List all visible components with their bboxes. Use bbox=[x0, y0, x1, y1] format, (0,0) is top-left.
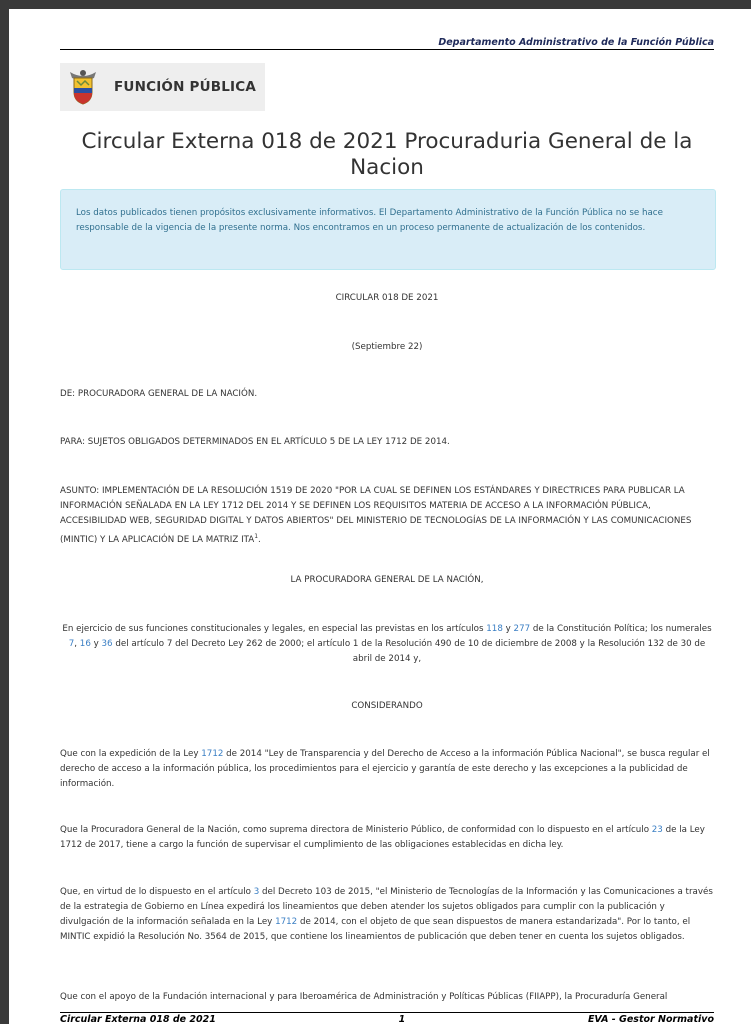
link-num-36[interactable]: 36 bbox=[101, 639, 113, 649]
page-footer bbox=[60, 1012, 714, 1024]
link-ley-1712[interactable]: 1712 bbox=[275, 917, 298, 927]
text: y bbox=[90, 639, 102, 649]
paragraph-2 bbox=[60, 823, 714, 853]
to-line: PARA: SUJETOS OBLIGADOS DETERMINADOS EN EL ARTÍCULO 5 DE LA LEY 1712 DE 2014. bbox=[60, 437, 450, 447]
disclaimer-notice: Los datos publicados tienen propósitos exclusivamente informativos. El Departamento Administrativo de la Función Pública no se hace responsable de la vigencia de la presente norma. Nos encontramos en un proceso permanente de actualización de los contenidos. bbox=[60, 189, 716, 270]
text: de 2014 "Ley de Transparencia y del Derecho de Acceso a la información Pública Nacional", se busca regular el derecho de acceso a la información pública, los procedimientos para el ejercicio y garantía de este derecho y las excepciones a la publicidad de información. bbox=[60, 749, 710, 789]
subject-end: . bbox=[258, 534, 261, 545]
text: En ejercicio de sus funciones constitucionales y legales, en especial las previstas en los artículos bbox=[62, 624, 487, 634]
document-page bbox=[9, 9, 751, 1024]
subject-text: ASUNTO: IMPLEMENTACIÓN DE LA RESOLUCIÓN 1519 DE 2020 "POR LA CUAL SE DEFINEN LOS ESTÁNDARES Y DIRECTRICES PARA PUBLICAR LA INFORMACIÓN SEÑALADA EN LA LEY 1712 DEL 2014 Y SE DEFINEN LOS REQUISITOS MATERIA DE ACCESO A LA INFORMACIÓN PÚBLICA, ACCESIBILIDAD WEB, SEGURIDAD DIGITAL Y DATOS ABIERTOS" DEL MINISTERIO DE TECNOLOGÍAS DE LA INFORMACIÓN Y LAS COMUNICACIONES (MINTIC) Y LA APLICACIÓN DE LA MATRIZ ITA bbox=[60, 486, 692, 545]
text: del Decreto 103 de 2015, "el Ministerio de Tecnologías de la Información y las Comunicaciones a través de la estrategia de Gobierno en Línea expedirá los lineamientos que deben atender los sujetos obligados para cumplir con la publicación y divulgación de la información señalada en la Ley bbox=[60, 887, 713, 927]
logo-text: FUNCIÓN PÚBLICA bbox=[114, 79, 257, 95]
circular-date: (Septiembre 22) bbox=[351, 342, 423, 352]
coat-of-arms-icon bbox=[66, 68, 100, 106]
link-art-23[interactable]: 23 bbox=[651, 825, 663, 835]
text: de la Constitución Política; los numerales bbox=[530, 624, 712, 634]
footer-source: EVA - Gestor Normativo bbox=[587, 1014, 714, 1024]
link-ley-1712[interactable]: 1712 bbox=[201, 749, 224, 759]
text: de la Ley 1712 de 2017, tiene a cargo la función de supervisar el cumplimiento de las obligaciones establecidas en dicha ley. bbox=[60, 825, 705, 850]
from-line: DE: PROCURADORA GENERAL DE LA NACIÓN. bbox=[60, 389, 258, 399]
link-art-3[interactable]: 3 bbox=[253, 887, 260, 897]
page-number: 1 bbox=[398, 1014, 406, 1024]
considerando-heading: CONSIDERANDO bbox=[351, 701, 423, 711]
paragraph-4: Que con el apoyo de la Fundación internacional y para Iberoamérica de Administración y Políticas Públicas (FIIAPP), la Procuraduría General bbox=[60, 992, 668, 1002]
link-num-7[interactable]: 7 bbox=[68, 639, 75, 649]
link-art-277[interactable]: 277 bbox=[513, 624, 531, 634]
text: Que con la expedición de la Ley bbox=[60, 749, 202, 759]
footnote-ref[interactable]: 1 bbox=[254, 533, 259, 540]
footer-doc-title: Circular Externa 018 de 2021 bbox=[60, 1014, 216, 1024]
text: y bbox=[502, 624, 514, 634]
text: de 2014, con el objeto de que sean dispuestos de manera estandarizada". Por lo tanto, el MINTIC expidió la Resolución No. 3564 de 2015, que contiene los lineamientos de publicación que deben tener en cuenta los sujetos obligados. bbox=[60, 917, 691, 942]
subject-paragraph bbox=[60, 484, 714, 548]
paragraph-3 bbox=[60, 885, 714, 945]
text: Que, en virtud de lo dispuesto en el artículo bbox=[60, 887, 254, 897]
function-publica-logo[interactable] bbox=[60, 63, 265, 111]
page-header: Departamento Administrativo de la Función Pública bbox=[60, 37, 714, 50]
text: del artículo 7 del Decreto Ley 262 de 2000; el artículo 1 de la Resolución 490 de 10 de diciembre de 2008 y la Resolución 132 de 30 de abril de 2014 y, bbox=[112, 639, 706, 664]
text: Que la Procuradora General de la Nación, como suprema directora de Ministerio Público, de conformidad con lo dispuesto en el artículo bbox=[60, 825, 652, 835]
ejercicio-paragraph bbox=[60, 622, 714, 667]
text: , bbox=[74, 639, 80, 649]
procuradora-heading: LA PROCURADORA GENERAL DE LA NACIÓN, bbox=[290, 575, 484, 585]
paragraph-1 bbox=[60, 747, 714, 792]
page-title: Circular Externa 018 de 2021 Procuraduria General de la Nacion bbox=[81, 129, 693, 180]
link-art-118[interactable]: 118 bbox=[486, 624, 503, 634]
link-num-16[interactable]: 16 bbox=[79, 639, 91, 649]
circular-number: CIRCULAR 018 DE 2021 bbox=[335, 293, 439, 303]
